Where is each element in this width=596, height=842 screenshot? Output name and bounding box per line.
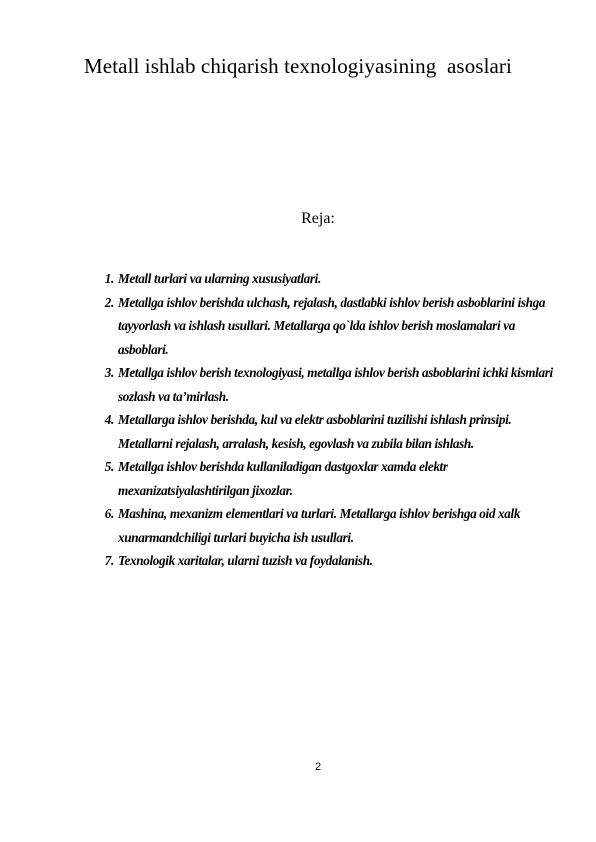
plan-item-text: Metallarga ishlov berishda, kul va elektr asboblarini tuzilishi ishlash prinsipi. Metallarni rejalash, arralash, kesish, egovlash va zubila bilan ishlash. — [118, 412, 512, 451]
plan-item-4 — [88, 408, 558, 455]
plan-item-number: 6. — [104, 506, 114, 521]
plan-item-text: Metallga ishlov berish texnologiyasi, metallga ishlov berish asboblarini ichki kismlari sozlash va ta’mirlash. — [118, 365, 553, 404]
plan-item-text: Mashina, mexanizm elementlari va turlari. Metallarga ishlov berishga oid xalk xunarmandchiligi turlari buyicha ish usullari. — [118, 506, 521, 545]
plan-item-7 — [88, 549, 558, 573]
plan-item-6 — [88, 502, 558, 549]
plan-item-text: Metallga ishlov berishda kullaniladigan dastgoxlar xamda elektr mexanizatsiyalashtirilgan jixozlar. — [118, 459, 448, 498]
plan-item-1 — [88, 267, 558, 291]
plan-item-text: Texnologik xaritalar, ularni tuzish va foydalanish. — [118, 553, 373, 568]
page-title: Metall ishlab chiqarish texnologiyasining asoslari — [84, 54, 512, 78]
page-number: 2 — [314, 761, 322, 773]
plan-item-number: 7. — [104, 553, 114, 568]
plan-list — [88, 267, 558, 573]
plan-item-number: 1. — [104, 271, 114, 286]
plan-item-text: Metallga ishlov berishda ulchash, rejalash, dastlabki ishlov berish asboblarini ishga tayyorlash va ishlash usullari. Metallarga qo`lda ishlov berish moslamalari va asboblari. — [118, 294, 546, 357]
plan-item-5 — [88, 455, 558, 502]
plan-item-number: 4. — [104, 412, 114, 427]
plan-item-number: 5. — [104, 459, 114, 474]
plan-heading: Reja: — [301, 210, 335, 227]
plan-item-number: 2. — [104, 294, 114, 310]
plan-item-number: 3. — [104, 365, 114, 380]
plan-item-text: Metall turlari va ularning xususiyatlari. — [118, 271, 321, 286]
plan-item-2 — [88, 291, 558, 362]
plan-item-3 — [88, 361, 558, 408]
